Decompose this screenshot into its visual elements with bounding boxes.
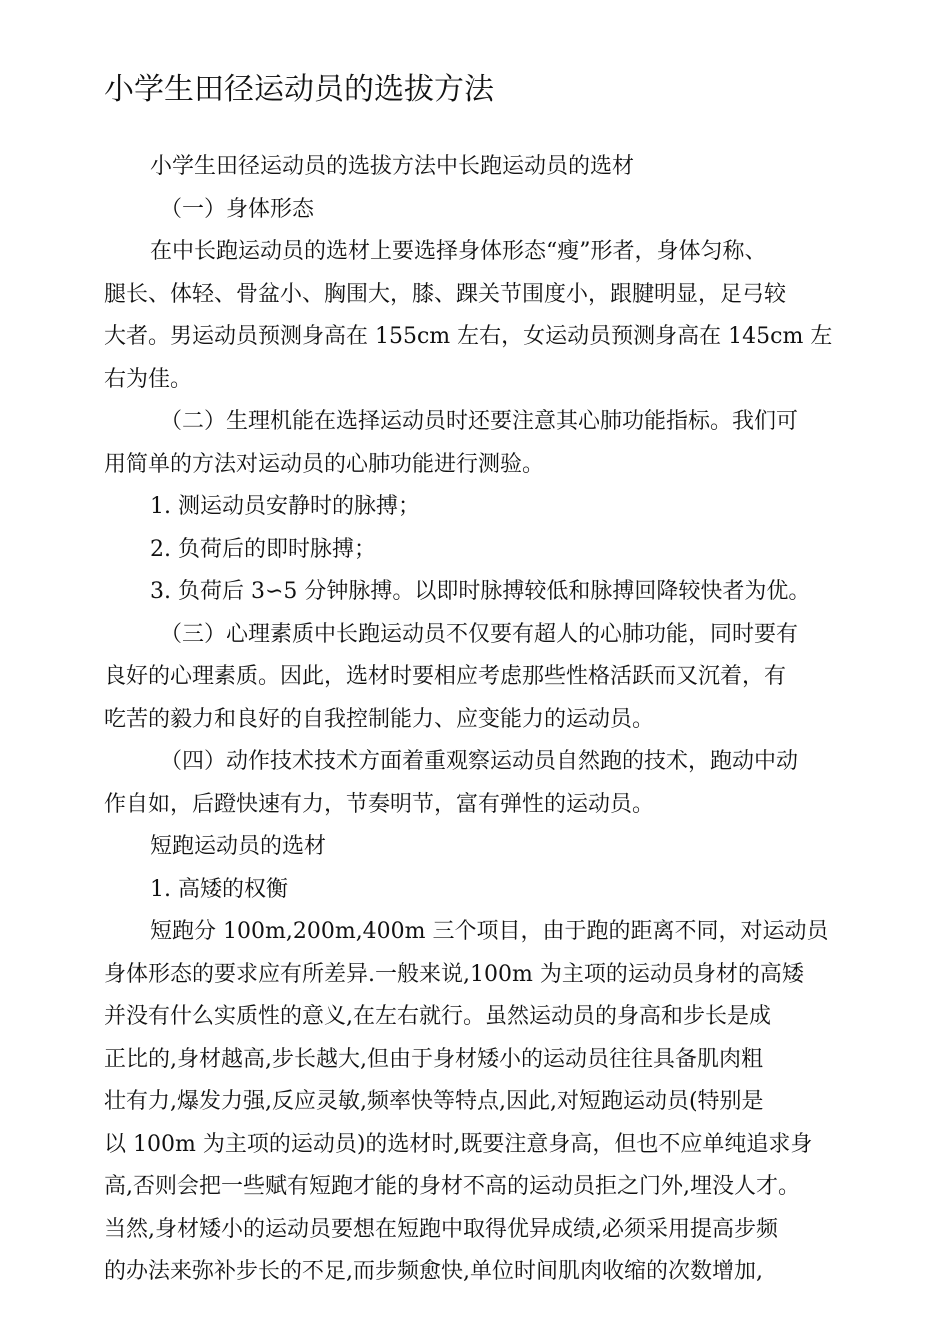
paragraph-line: 的办法来弥补步长的不足,而步频愈快,单位时间肌肉收缩的次数增加, bbox=[104, 1259, 763, 1284]
section-heading: （一）身体形态 bbox=[160, 197, 315, 222]
paragraph-line: 吃苦的毅力和良好的自我控制能力、应变能力的运动员。 bbox=[104, 707, 655, 732]
list-item: 1. 测运动员安静时的脉搏； bbox=[150, 494, 420, 519]
paragraph-line: 并没有什么实质性的意义,在左右就行。虽然运动员的身高和步长是成 bbox=[104, 1004, 771, 1029]
paragraph-line: 用简单的方法对运动员的心肺功能进行测验。 bbox=[104, 452, 545, 477]
paragraph-line: （二）生理机能在选择运动员时还要注意其心肺功能指标。我们可 bbox=[160, 409, 799, 434]
paragraph-line: 当然,身材矮小的运动员要想在短跑中取得优异成绩,必须采用提高步频 bbox=[104, 1217, 778, 1242]
section-heading: 1. 高矮的权衡 bbox=[150, 877, 288, 902]
paragraph-line: 短跑分 100m,200m,400m 三个项目，由于跑的距离不同，对运动员 bbox=[150, 919, 829, 944]
list-item: 2. 负荷后的即时脉搏； bbox=[150, 537, 376, 562]
paragraph-line: 腿长、体轻、骨盆小、胸围大，膝、踝关节围度小，跟腱明显，足弓较 bbox=[104, 282, 787, 307]
paragraph-line: 以 100m 为主项的运动员)的选材时,既要注意身高，但也不应单纯追求身 bbox=[104, 1132, 813, 1157]
paragraph-line: 右为佳。 bbox=[104, 367, 193, 392]
list-item: 3. 负荷后 3∽5 分钟脉搏。以即时脉搏较低和脉搏回降较快者为优。 bbox=[150, 579, 811, 604]
paragraph-line: （三）心理素质中长跑运动员不仅要有超人的心肺功能，同时要有 bbox=[160, 622, 799, 647]
paragraph-line: 良好的心理素质。因此，选材时要相应考虑那些性格活跃而又沉着，有 bbox=[104, 664, 787, 689]
paragraph-line: 作自如，后蹬快速有力，节奏明节，富有弹性的运动员。 bbox=[104, 792, 655, 817]
paragraph-line: 壮有力,爆发力强,反应灵敏,频率快等特点,因此,对短跑运动员(特别是 bbox=[104, 1089, 764, 1114]
paragraph-line: 在中长跑运动员的选材上要选择身体形态“瘦”形者，身体匀称、 bbox=[150, 239, 767, 264]
paragraph-line: 小学生田径运动员的选拔方法中长跑运动员的选材 bbox=[150, 154, 635, 179]
document-title: 小学生田径运动员的选拔方法 bbox=[104, 72, 494, 107]
paragraph-line: 高,否则会把一些赋有短跑才能的身材不高的运动员拒之门外,埋没人才。 bbox=[104, 1174, 800, 1199]
paragraph-line: （四）动作技术技术方面着重观察运动员自然跑的技术，跑动中动 bbox=[160, 749, 799, 774]
paragraph-line: 身体形态的要求应有所差异.一般来说,100m 为主项的运动员身材的高矮 bbox=[104, 962, 804, 987]
paragraph-line: 正比的,身材越高,步长越大,但由于身材矮小的运动员往往具备肌肉粗 bbox=[104, 1047, 763, 1072]
paragraph-line: 大者。男运动员预测身高在 155cm 左右，女运动员预测身高在 145cm 左 bbox=[104, 324, 833, 349]
section-heading: 短跑运动员的选材 bbox=[150, 834, 327, 859]
